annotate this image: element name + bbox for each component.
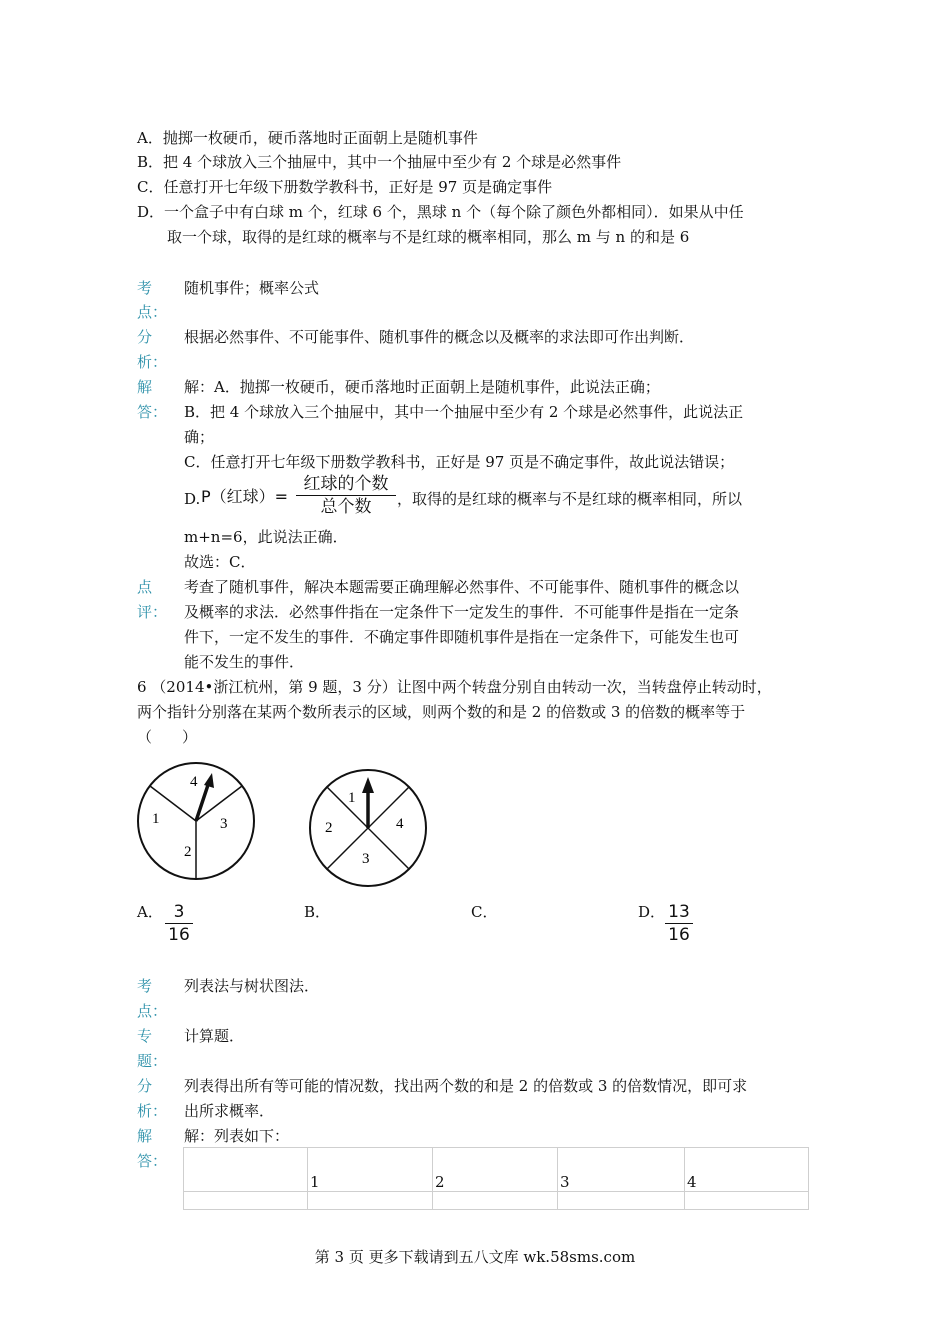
q6-line1: 6 （2014•浙江杭州，第 9 题，3 分）让图中两个转盘分别自由转动一次，当转盘停止转动时， [137, 678, 772, 696]
table-row [184, 1148, 809, 1192]
q6-jieda-text: 解：列表如下： [184, 1127, 290, 1145]
q6-option-d-label: D． [638, 903, 666, 921]
table-cell [184, 1192, 308, 1210]
q5-fenxi-label-1: 分 [137, 328, 153, 346]
q5-jieda-line7: 故选：C． [184, 553, 256, 571]
q6-fenxi-line1: 列表得出所有等可能的情况数，找出两个数的和是 2 的倍数或 3 的倍数情况，即可求 [184, 1077, 748, 1095]
q5-jieda-line2: B．把 4 个球放入三个抽屉中，其中一个抽屉中至少有 2 个球是必然事件，此说法正 [184, 403, 744, 421]
table-header-cell: 2 [433, 1148, 558, 1192]
q5-option-a: A．抛掷一枚硬币，硬币落地时正面朝上是随机事件 [137, 129, 478, 147]
q5-dianping-line1: 考查了随机事件，解决本题需要正确理解必然事件、不可能事件、随机事件的概念以 [184, 578, 740, 596]
table-header-cell: 4 [685, 1148, 809, 1192]
table-cell [685, 1192, 809, 1210]
q5-kaodian-text: 随机事件；概率公式 [184, 279, 320, 297]
formula-denominator: 总个数 [320, 497, 372, 517]
q5-jieda-line1: 解：A．抛掷一枚硬币，硬币落地时正面朝上是随机事件，此说法正确； [184, 378, 660, 396]
spinner-1 [130, 755, 262, 887]
q6-zhuanti-label-1: 专 [137, 1027, 153, 1045]
probability-table [183, 1147, 809, 1210]
page-footer: 第 3 页 更多下载请到五八文库 wk.58sms.com [314, 1248, 636, 1266]
q6-option-a-bar [165, 923, 193, 924]
spinner-2 [303, 763, 433, 893]
q6-jieda-label-1: 解 [137, 1127, 153, 1145]
q5-fenxi-label-2: 析： [137, 353, 168, 371]
spinner-1-label: 3 [220, 816, 228, 832]
q6-option-c-label: C． [471, 903, 498, 921]
q5-dianping-label-2: 评： [137, 603, 168, 621]
formula-fraction [296, 474, 396, 517]
q5-jieda-line4: C．任意打开七年级下册数学教科书，正好是 97 页是不确定事件，故此说法错误； [184, 453, 735, 471]
q6-fenxi-label-2: 析： [137, 1102, 168, 1120]
q5-dianping-label-1: 点 [137, 578, 153, 596]
q6-line3: （ ） [137, 728, 198, 746]
q5-jieda-d-prefix: D. [184, 490, 201, 508]
spinner-2-pointer-head [362, 777, 374, 793]
formula-lhs: P（红球）= [201, 487, 289, 506]
q5-jieda-label-1: 解 [137, 378, 153, 396]
formula-bar [296, 495, 396, 496]
spinner-2-label: 1 [348, 790, 356, 806]
q6-kaodian-label-1: 考 [137, 977, 153, 995]
q5-kaodian-label-1: 考 [137, 279, 153, 297]
q5-option-d-line1: D．一个盒子中有白球 m 个，红球 6 个，黑球 n 个（每个除了颜色外都相同）．如果从中任 [137, 203, 744, 221]
q6-fenxi-label-1: 分 [137, 1077, 153, 1095]
q6-fenxi-line2: 出所求概率． [184, 1102, 275, 1120]
q5-option-c: C．任意打开七年级下册数学教科书，正好是 97 页是确定事件 [137, 178, 553, 196]
table-cell [558, 1192, 685, 1210]
q5-jieda-d-rest: ，取得的是红球的概率与不是红球的概率相同，所以 [397, 490, 743, 508]
spinner-2-label: 3 [362, 851, 370, 867]
q5-kaodian-label-2: 点： [137, 303, 168, 321]
spinner-1-label: 2 [184, 844, 192, 860]
q5-dianping-line2: 及概率的求法．必然事件指在一定条件下一定发生的事件．不可能事件是指在一定条 [184, 603, 740, 621]
q6-option-b-label: B． [304, 903, 331, 921]
q6-line2: 两个指针分别落在某两个数所表示的区域，则两个数的和是 2 的倍数或 3 的倍数的概率等于 [137, 703, 746, 721]
q6-option-a-numerator: 3 [173, 902, 185, 922]
spinner-2-label: 2 [325, 820, 333, 836]
table-header-cell: 1 [308, 1148, 433, 1192]
spinner-1-label: 4 [190, 774, 198, 790]
table-cell [433, 1192, 558, 1210]
q5-dianping-line4: 能不发生的事件． [184, 653, 305, 671]
table-row [184, 1192, 809, 1210]
q6-option-d-fraction [665, 902, 693, 945]
q6-kaodian-text: 列表法与树状图法． [184, 977, 320, 995]
q6-option-d-numerator: 13 [668, 902, 690, 922]
q6-option-d-bar [665, 923, 693, 924]
q6-option-d-denominator: 16 [668, 925, 690, 945]
table-cell [308, 1192, 433, 1210]
q5-option-d-line2: 取一个球，取得的是红球的概率与不是红球的概率相同，那么 m 与 n 的和是 6 [167, 228, 690, 246]
spinner-2-label: 4 [396, 816, 404, 832]
table-header-cell: 3 [558, 1148, 685, 1192]
q6-zhuanti-label-2: 题： [137, 1052, 168, 1070]
q5-dianping-line3: 件下，一定不发生的事件．不确定事件即随机事件是指在一定条件下，可能发生也可 [184, 628, 740, 646]
q5-jieda-line3: 确； [184, 428, 215, 446]
formula-numerator: 红球的个数 [303, 474, 389, 494]
spinner-1-label: 1 [152, 811, 160, 827]
q6-zhuanti-text: 计算题． [184, 1027, 245, 1045]
q6-option-a-label: A． [137, 903, 163, 921]
q6-option-a-fraction [165, 902, 193, 945]
q6-jieda-label-2: 答： [137, 1152, 168, 1170]
q5-fenxi-text: 根据必然事件、不可能事件、随机事件的概念以及概率的求法即可作出判断． [184, 328, 695, 346]
q5-jieda-label-2: 答： [137, 403, 168, 421]
q5-jieda-line6: m+n=6，此说法正确． [184, 528, 348, 546]
table-header-cell [184, 1148, 308, 1192]
spinner-1-pointer-head [204, 773, 214, 788]
q6-kaodian-label-2: 点： [137, 1002, 168, 1020]
q6-option-a-denominator: 16 [168, 925, 190, 945]
q5-option-b: B．把 4 个球放入三个抽屉中，其中一个抽屉中至少有 2 个球是必然事件 [137, 153, 622, 171]
